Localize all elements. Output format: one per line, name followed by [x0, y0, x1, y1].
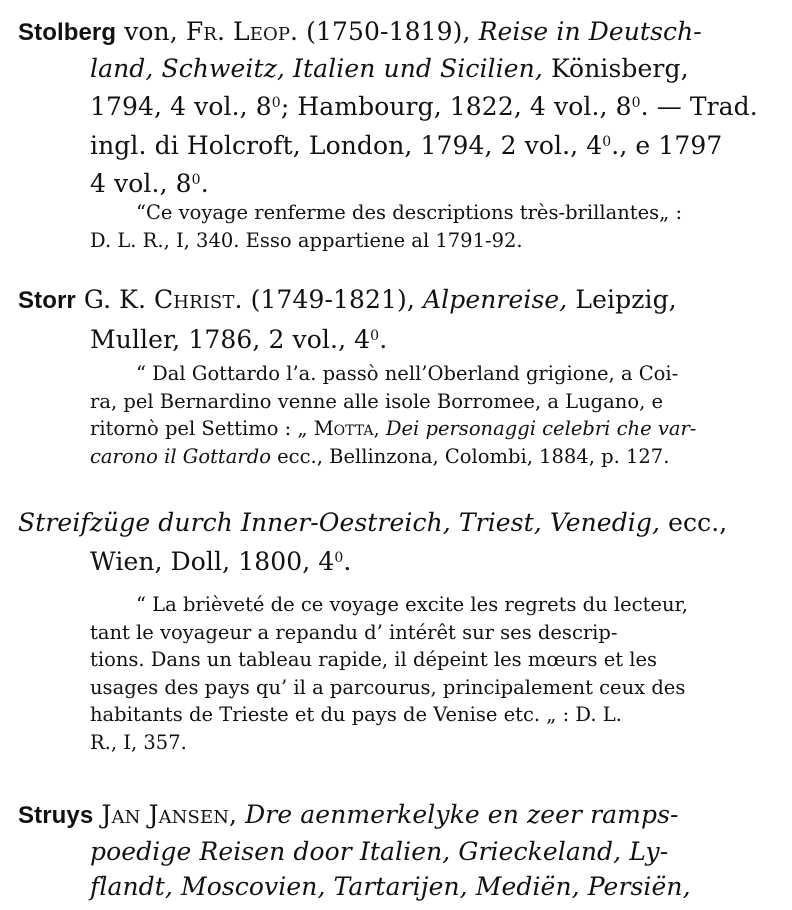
- entry-text: .: [379, 324, 388, 354]
- entry-text: Leipzig,: [567, 285, 677, 314]
- note-line: D. L. R., I, 340. Esso appartiene al 1791-92.: [90, 228, 523, 252]
- entry-line: [18, 541, 778, 580]
- note-line: ra, pel Bernardino venne alle isole Borromee, a Lugano, e: [90, 389, 664, 413]
- superscript: 0: [370, 327, 380, 344]
- note-line: “Ce voyage renferme des descriptions très-brillantes„ :: [136, 201, 683, 224]
- work-title: Streifzüge durch Inner-Oestreich, Triest, Venedig,: [18, 508, 661, 537]
- note-line: [90, 415, 780, 443]
- work-title: flandt, Moscovien, Tartarijen, Mediën, Persiën,: [90, 872, 691, 901]
- entry-line: [18, 86, 778, 125]
- work-title: Alpenreise,: [422, 285, 568, 314]
- superscript: 0: [631, 95, 641, 111]
- entry-text: 4 vol., 8: [90, 169, 192, 198]
- entry-text: .: [343, 546, 352, 576]
- entry-text: ., e 1797: [611, 130, 723, 160]
- entry-text: von,: [124, 17, 186, 46]
- entry-text: Könisberg,: [542, 53, 689, 83]
- entry-head-author: Storr: [18, 287, 76, 314]
- note-line: tant le voyageur a repandu d’ intérêt sur ses descrip-: [90, 620, 618, 644]
- entry-line: [18, 125, 778, 164]
- note-text: ritornò pel Settimo : „: [90, 417, 314, 440]
- note-line: “ La brièveté de ce voyage excite les regrets du lecteur,: [136, 593, 688, 616]
- bibliography-entry-struys: [18, 797, 778, 905]
- entry-text: ingl. di Holcroft, London, 1794, 2 vol., 4: [90, 130, 603, 160]
- entry-text: .: [200, 169, 209, 198]
- cited-title: Dei personaggi celebri che var-: [379, 417, 697, 440]
- superscript: 0: [602, 133, 612, 150]
- work-title: Reise in Deutsch-: [478, 17, 702, 46]
- entry-text: (1749-1821),: [242, 285, 423, 314]
- superscript: 0: [334, 549, 344, 566]
- entry-text: ecc.,: [660, 508, 728, 537]
- note-line: R., I, 357.: [90, 730, 187, 754]
- entry-line: [18, 319, 778, 358]
- entry-text: 1794, 4 vol., 8: [90, 92, 272, 121]
- entry-head-author: Stolberg: [18, 19, 117, 46]
- entry-line: [18, 797, 778, 834]
- entry-line: [18, 834, 778, 870]
- entry-text: . — Trad.: [640, 92, 758, 121]
- cited-author: Motta,: [313, 417, 380, 440]
- entry-line: [18, 163, 778, 202]
- superscript: 0: [271, 95, 281, 111]
- entry-note: [90, 360, 780, 470]
- note-line: usages des pays qu’ il a parcourus, principalement ceux des: [90, 675, 686, 699]
- author-forename: Jan Jansen,: [101, 800, 238, 829]
- entry-line: [18, 869, 778, 905]
- cited-title: carono il Gottardo: [90, 444, 271, 468]
- note-line: [90, 443, 780, 471]
- entry-text: ; Hambourg, 1822, 4 vol., 8: [280, 92, 632, 121]
- note-line: tions. Dans un tableau rapide, il dépeint les mœurs et les: [90, 648, 658, 671]
- note-line: habitants de Trieste et du pays de Venise etc. „ : D. L.: [90, 703, 622, 726]
- entry-line: [18, 282, 778, 319]
- work-title: Dre aenmerkelyke en zeer ramps-: [237, 800, 679, 829]
- entry-line: [18, 505, 778, 541]
- note-line: “ Dal Gottardo l’a. passò nell’Oberland grigione, a Coi-: [136, 362, 679, 385]
- entry-note: [90, 199, 780, 254]
- bibliography-entry-storr: [18, 282, 778, 357]
- entry-line: [18, 51, 778, 87]
- note-text: ecc., Bellinzona, Colombi, 1884, p. 127.: [270, 444, 670, 468]
- work-title: poedige Reisen door Italien, Grieckeland, Ly-: [90, 836, 669, 866]
- entry-text: Wien, Doll, 1800, 4: [90, 546, 335, 576]
- entry-note: [90, 591, 780, 756]
- entry-line: [18, 14, 778, 51]
- entry-head-author: Struys: [18, 802, 94, 829]
- entry-text: (1750-1819),: [298, 17, 479, 46]
- superscript: 0: [191, 172, 201, 188]
- author-forename: Christ.: [154, 285, 243, 314]
- entry-text: G. K.: [83, 285, 155, 314]
- bibliography-entry-stolberg: [18, 14, 778, 202]
- bibliography-entry-streifzuge: [18, 505, 778, 579]
- author-forename: Fr. Leop.: [185, 17, 299, 46]
- entry-text: Muller, 1786, 2 vol., 4: [90, 324, 371, 354]
- work-title: land, Schweitz, Italien und Sicilien,: [90, 53, 543, 83]
